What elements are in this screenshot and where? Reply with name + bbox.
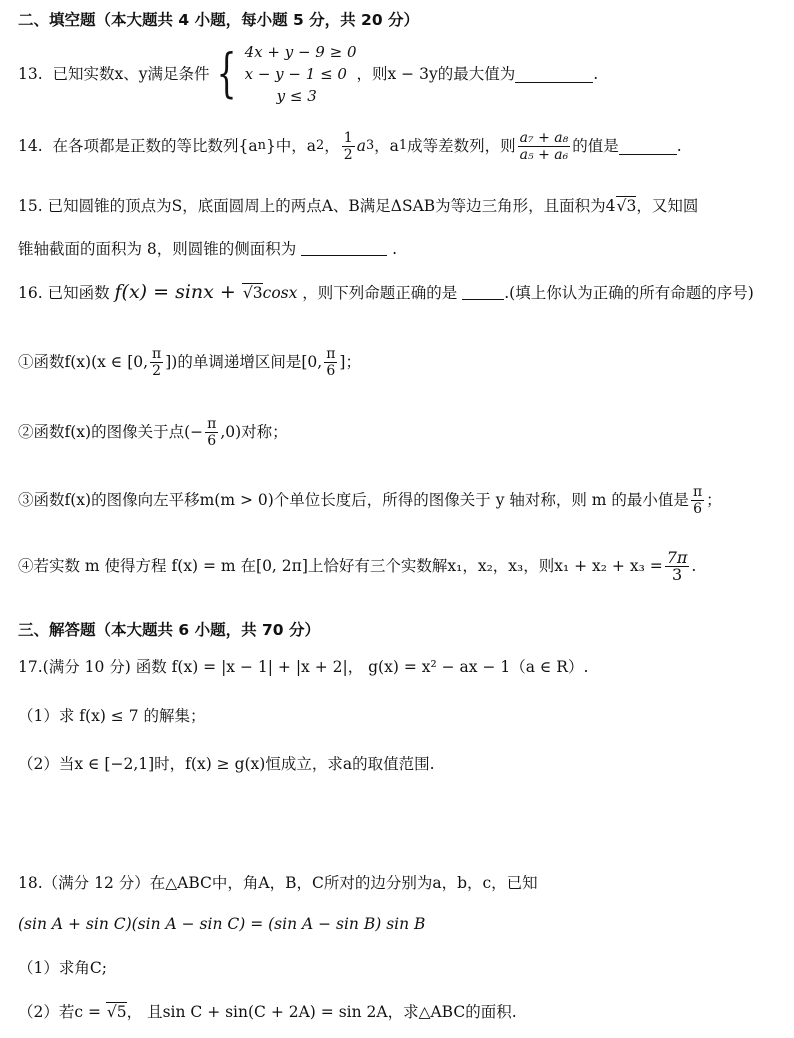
q16-opt1-fraction-2: $\frac{\pi}{6}$ bbox=[326, 345, 336, 379]
question-17: 17.(满分 10 分) 函数 f(x) = |x − 1| + |x + 2|， g(x) = x² − ax − 1（a ∈ R）. bbox=[18, 658, 589, 676]
question-16 bbox=[18, 280, 780, 305]
q14-end: . bbox=[676, 137, 682, 155]
q13-constraint-3: y ≤ 3 bbox=[276, 87, 317, 105]
q14-answer-blank bbox=[619, 138, 677, 155]
question-15-line-1 bbox=[18, 194, 780, 218]
q16-option-1: ①函数f(x) (x ∈ [0, $\frac{\pi}{2}$ ])的单调递增区间是 [0, $\frac{\pi}{6}$ ]； bbox=[18, 345, 361, 379]
q14-sub-n: n bbox=[257, 138, 266, 153]
question-18: 18.（满分 12 分）在△ABC中，角A，B，C所对的边分别为a，b，c，已知 bbox=[18, 874, 538, 892]
q14-sub-1: 1 bbox=[398, 138, 408, 153]
section3-header: 三、解答题（本大题共 6 小题，共 70 分） bbox=[18, 621, 320, 639]
q18-sqrt: √5 bbox=[106, 1003, 127, 1021]
q15-text-2: 锥轴截面的面积为 8，则圆锥的侧面积为 bbox=[18, 240, 297, 258]
q14-sub-2: 2 bbox=[316, 138, 325, 153]
q14-text-4: a bbox=[356, 137, 366, 155]
q14-sub-3: 3 bbox=[365, 138, 375, 153]
q13-answer-blank bbox=[515, 66, 593, 83]
q13-constraint-2: x − y − 1 ≤ 0 bbox=[244, 65, 347, 83]
q18-equation: (sin A + sin C)(sin A − sin C) = (sin A − sin B) sin B bbox=[18, 915, 426, 933]
q16-function: f(x) = sinx + bbox=[114, 281, 242, 303]
q16-sqrt: √3 bbox=[242, 284, 263, 302]
q16-opt2-fraction: $\frac{\pi}{6}$ bbox=[207, 415, 217, 449]
q16-rest: ，则下列命题正确的是 bbox=[302, 284, 458, 302]
q14-text-6: 成等差数列，则 bbox=[407, 137, 516, 155]
q14-text-2: }中，a bbox=[265, 137, 317, 155]
q13-prefix: 已知实数x、y满足条件 bbox=[52, 65, 210, 83]
q16-option-3: ③函数f(x)的图像向左平移m(m > 0)个单位长度后，所得的图像关于 y 轴对称，则 m 的最小值是 $\frac{\pi}{6}$ ； bbox=[18, 483, 722, 517]
q14-text-3: ， bbox=[324, 137, 340, 155]
q13-constraint-system bbox=[210, 41, 357, 107]
q16-answer-blank bbox=[462, 283, 504, 300]
question-14 bbox=[18, 124, 780, 168]
q13-suffix: ，则x − 3y的最大值为 bbox=[356, 65, 516, 83]
q18-part-1: （1）求角C; bbox=[18, 959, 107, 977]
left-brace-icon: { bbox=[216, 44, 236, 104]
q15-sqrt: √3 bbox=[616, 197, 637, 215]
q16-option-4: ④若实数 m 使得方程 f(x) = m 在[0, 2π]上恰好有三个实数解x₁，x₂，x₃，则x₁ + x₂ + x₃ = $\frac{7\pi}{3}$ . bbox=[18, 547, 697, 584]
q14-number: 14. bbox=[18, 137, 43, 155]
q13-end: . bbox=[593, 65, 599, 83]
q14-text-1: 在各项都是正数的等比数列{a bbox=[52, 137, 258, 155]
q14-half-fraction: $\frac{1}{2}$ bbox=[343, 129, 353, 163]
q13-number: 13. bbox=[18, 65, 43, 83]
q15-text-end: ，又知圆 bbox=[636, 197, 699, 215]
q15-end: . bbox=[392, 240, 398, 258]
q16-opt4-fraction: $\frac{7\pi}{3}$ bbox=[666, 547, 688, 584]
q17-part-2: （2）当x ∈ [−2,1]时，f(x) ≥ g(x)恒成立，求a的取值范围. bbox=[18, 755, 435, 773]
q16-rest-end: .(填上你认为正确的所有命题的序号) bbox=[504, 284, 754, 302]
q14-text-5: ，a bbox=[374, 137, 399, 155]
q16-opt1-fraction-1: $\frac{\pi}{2}$ bbox=[152, 345, 162, 379]
q14-ratio-fraction: $\frac{\text{a₇ + a₈}}{\text{a₅ + a₆}}$ bbox=[519, 129, 569, 163]
q16-text: 16. 已知函数 bbox=[18, 284, 110, 302]
q16-option-2: ②函数f(x)的图像关于点 (− $\frac{\pi}{6}$ ,0)对称； bbox=[18, 415, 288, 449]
question-15-line-2 bbox=[18, 237, 780, 261]
section2-header: 二、填空题（本大题共 4 小题，每小题 5 分，共 20 分） bbox=[18, 11, 420, 29]
q18-part-2: （2）若c = √5， 且sin C + sin(C + 2A) = sin 2A，求△ABC的面积. bbox=[18, 1003, 517, 1021]
q13-constraint-1: 4x + y − 9 ≥ 0 bbox=[244, 43, 357, 61]
q14-text-7: 的值是 bbox=[572, 137, 619, 155]
q17-part-1: （1）求 f(x) ≤ 7 的解集； bbox=[18, 707, 206, 725]
q16-opt3-fraction: $\frac{\pi}{6}$ bbox=[692, 483, 703, 517]
q16-function-end: cosx bbox=[262, 284, 298, 302]
q15-text: 15. 已知圆锥的顶点为S，底面圆周上的两点A、B满足ΔSAB为等边三角形，且面积为4 bbox=[18, 197, 616, 215]
question-13 bbox=[18, 42, 780, 106]
q15-answer-blank bbox=[301, 239, 387, 256]
